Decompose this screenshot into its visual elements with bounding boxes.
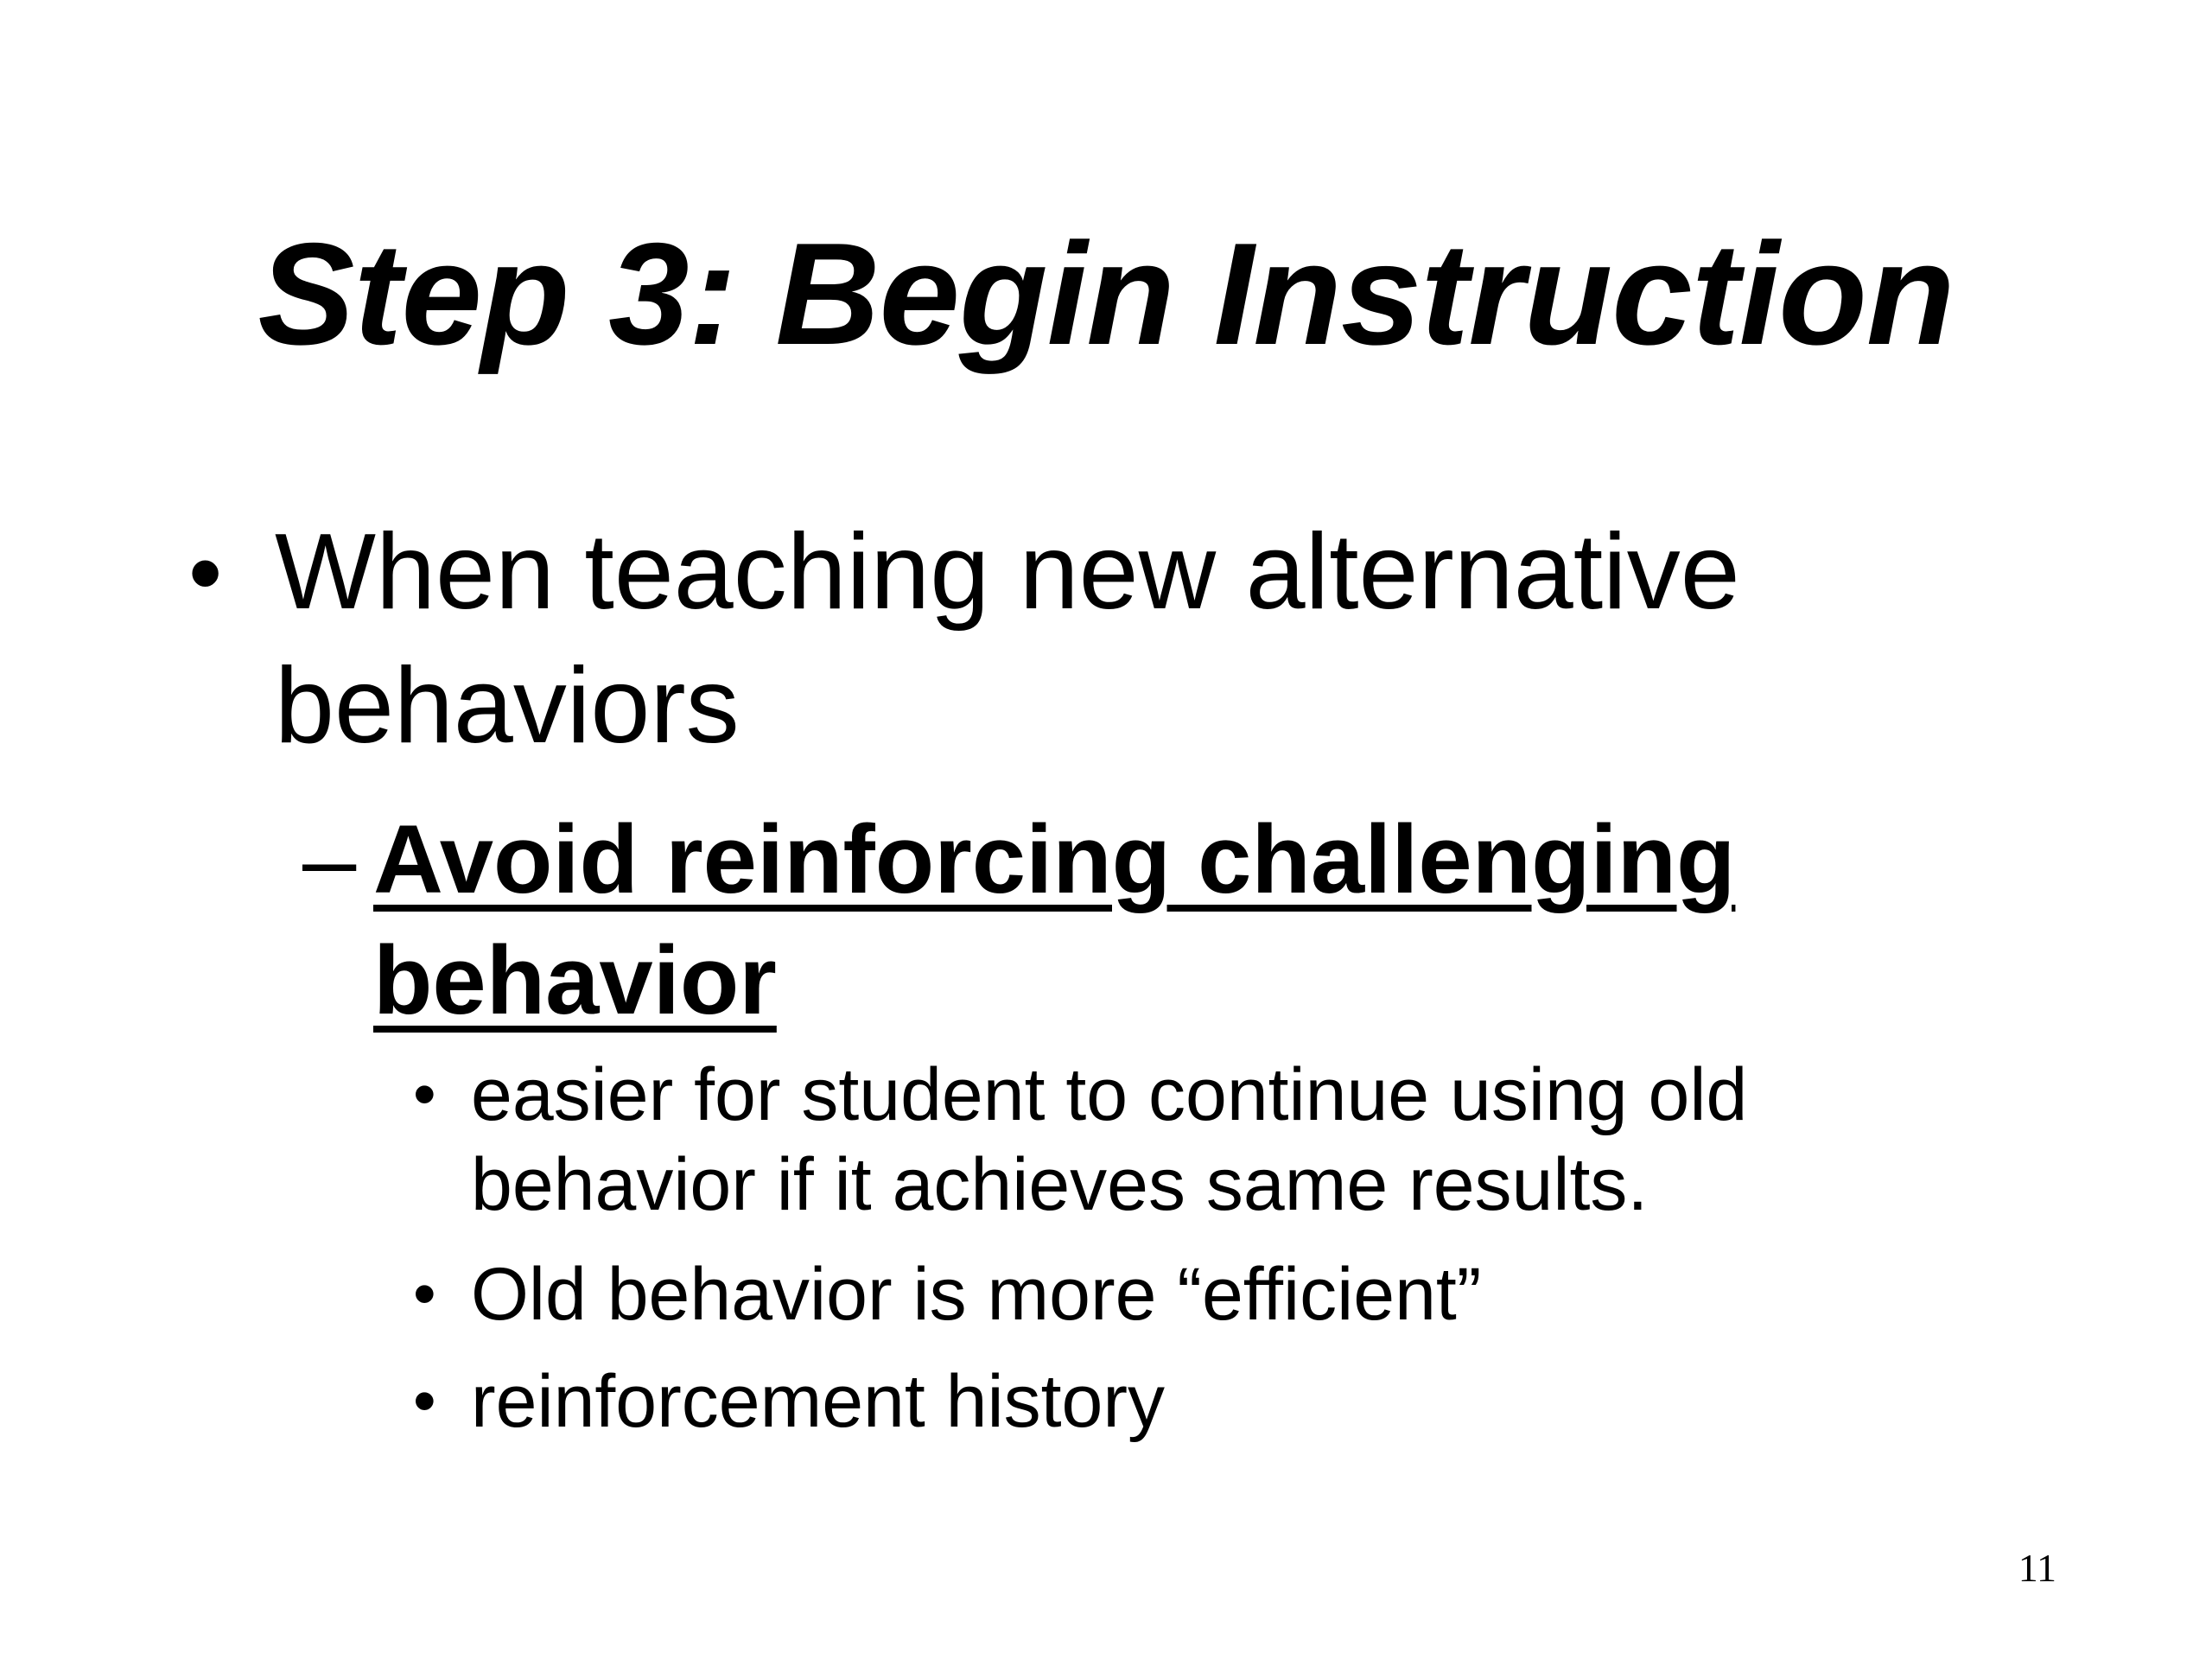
page-number: 11 xyxy=(2018,1546,2056,1590)
dash-icon: – xyxy=(302,805,357,913)
bullet-text: When teaching new alternative behaviors xyxy=(275,512,1740,766)
bullet-icon: • xyxy=(413,1364,436,1438)
slide-title: Step 3: Begin Instruction xyxy=(257,213,1955,375)
bullet-icon: • xyxy=(413,1058,436,1131)
bullet-icon: • xyxy=(188,518,223,626)
detail-text: easier for student to continue using old behavior if it achieves same results. xyxy=(471,1053,1748,1226)
detail-text: Old behavior is more “efficient” xyxy=(471,1253,1482,1336)
sub-bullet-text: Avoid reinforcing challenging behavior xyxy=(373,805,1736,1034)
bullet-icon: • xyxy=(413,1257,436,1331)
detail-text: reinforcement history xyxy=(471,1360,1165,1443)
